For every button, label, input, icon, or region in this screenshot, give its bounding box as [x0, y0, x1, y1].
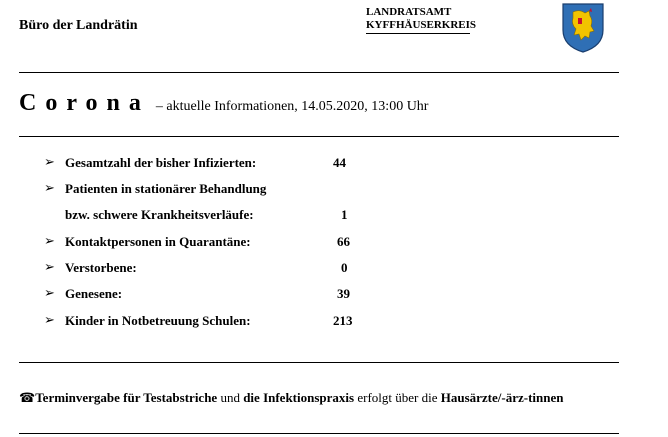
- arrow-bullet-icon: ➢: [44, 286, 55, 301]
- notice-part-1: Terminvergabe für Testabstriche: [35, 390, 218, 405]
- arrow-bullet-icon: ➢: [44, 181, 55, 196]
- title-subtitle: – aktuelle Informationen, 14.05.2020, 13:00 Uhr: [155, 99, 429, 114]
- coat-of-arms-icon: [559, 0, 607, 54]
- stat-value: 1: [341, 207, 348, 222]
- header-rule: [19, 72, 619, 73]
- stat-value: 213: [333, 313, 353, 328]
- authority-underline: [366, 33, 470, 34]
- footer-rule: [19, 433, 619, 434]
- authority-line-2: KYFFHÄUSERKREIS: [366, 19, 477, 31]
- page-title: [19, 90, 428, 117]
- stat-value: 39: [337, 286, 350, 301]
- notice-part-2: und: [217, 390, 244, 405]
- stat-value: 44: [333, 155, 346, 170]
- office-title: Büro der Landrätin: [19, 18, 138, 33]
- stat-label: Kinder in Notbetreuung Schulen:: [65, 313, 251, 328]
- authority-line-1: LANDRATSAMT: [366, 6, 452, 18]
- arrow-bullet-icon: ➢: [44, 313, 55, 328]
- notice-part-3: die Infektionspraxis: [243, 390, 355, 405]
- stat-label: Kontaktpersonen in Quarantäne:: [65, 234, 251, 249]
- telephone-icon: ☎: [19, 391, 36, 406]
- notice-part-4: erfolgt über die: [354, 390, 441, 405]
- stat-label: Gesamtzahl der bisher Infizierten:: [65, 155, 257, 170]
- title-rule: [19, 136, 619, 137]
- arrow-bullet-icon: ➢: [44, 260, 55, 275]
- arrow-bullet-icon: ➢: [44, 155, 55, 170]
- title-word: Corona: [19, 90, 150, 116]
- notice-text: [19, 386, 619, 410]
- notice-part-5: Hausärzte/-ärz-tinnen: [440, 390, 564, 405]
- authority-name: [366, 6, 476, 32]
- stats-rule: [19, 362, 619, 363]
- stat-label: Patienten in stationärer Behandlung: [65, 181, 267, 196]
- stat-label: Verstorbene:: [65, 260, 137, 275]
- stat-label: Genesene:: [65, 286, 123, 301]
- arrow-bullet-icon: ➢: [44, 234, 55, 249]
- stat-label-line2: bzw. schwere Krankheitsverläufe:: [65, 207, 254, 222]
- stat-value: 66: [337, 234, 350, 249]
- stat-value: 0: [341, 260, 348, 275]
